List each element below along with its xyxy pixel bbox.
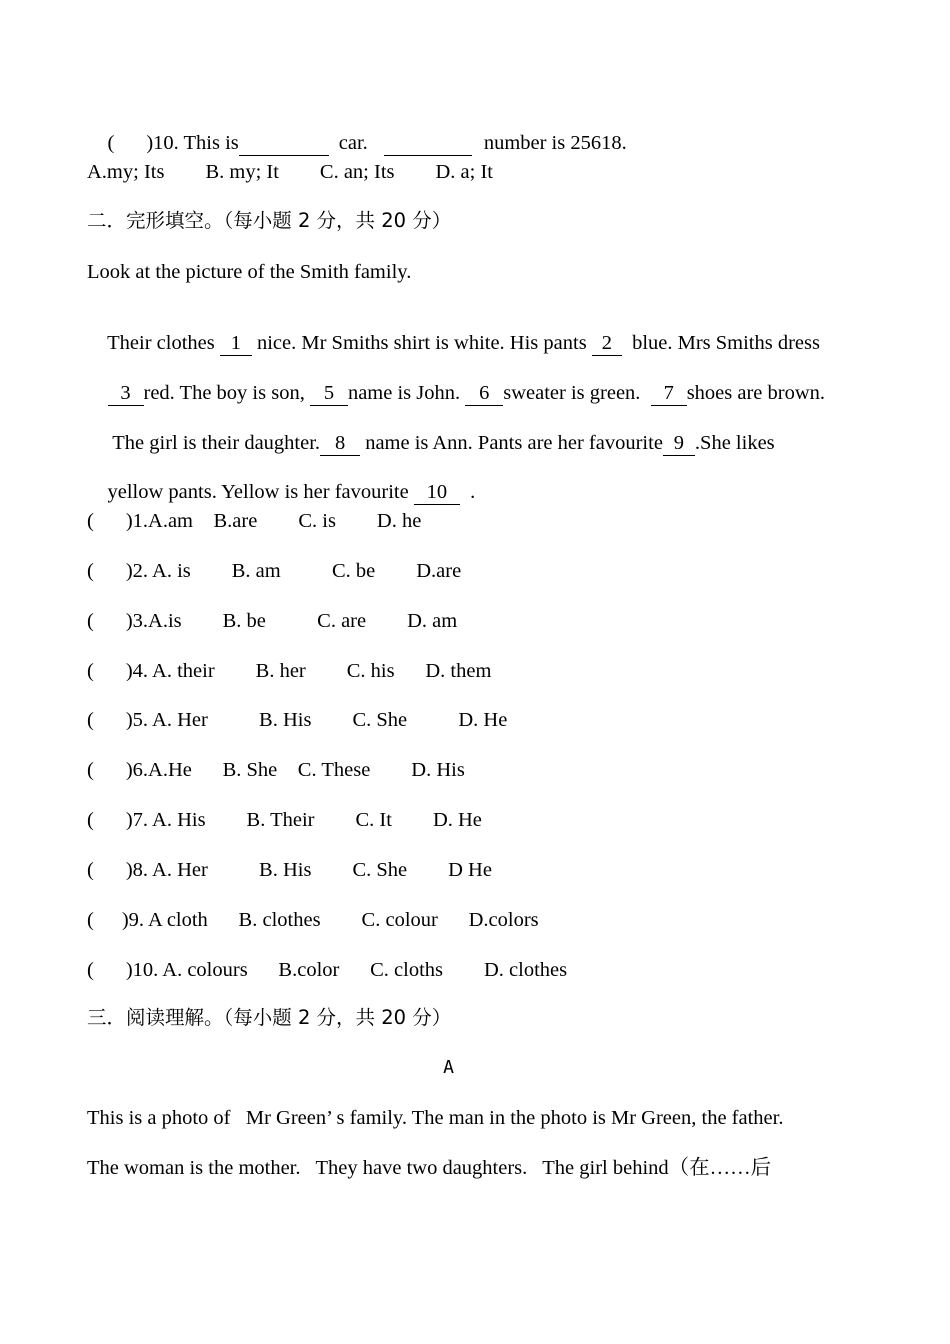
cloze-question-4: ( )4. A. their B. her C. his D. them	[87, 660, 492, 682]
reading-part-label: A	[443, 1057, 454, 1078]
question-10-options: A.my; Its B. my; It C. an; Its D. a; It	[87, 161, 493, 183]
reading-paragraph-line-2: The woman is the mother. They have two daughters. The girl behind（在……后	[87, 1157, 772, 1179]
section-2-heading: 二．完形填空。（每小题 2 分，共 20 分）	[87, 209, 452, 232]
section-3-heading: 三．阅读理解。（每小题 2 分，共 20 分）	[87, 1006, 452, 1029]
cloze-line-4: yellow pants. Yellow is her favourite 10 .	[87, 461, 475, 526]
cloze-line-2: 3 red. The boy is son, 5 name is John. 6 sweater is green. 7 shoes are brown.	[87, 362, 825, 427]
blank-1	[239, 133, 329, 157]
cloze-blank-3: 3	[108, 383, 144, 407]
cloze-question-5: ( )5. A. Her B. His C. She D. He	[87, 709, 508, 731]
cloze-intro: Look at the picture of the Smith family.	[87, 261, 412, 283]
cloze-blank-7: 7	[651, 383, 687, 407]
cloze-blank-6: 6	[465, 383, 503, 407]
reading-paragraph-line-1: This is a photo of Mr Green’ s family. The man in the photo is Mr Green, the father.	[87, 1107, 784, 1129]
cloze-question-3: ( )3.A.is B. be C. are D. am	[87, 610, 458, 632]
cloze-question-8: ( )8. A. Her B. His C. She D He	[87, 859, 492, 881]
cloze-line-3: The girl is their daughter. 8 name is Ann. Pants are her favourite 9 .She likes	[87, 412, 775, 477]
cloze-question-10: ( )10. A. colours B.color C. cloths D. clothes	[87, 959, 568, 981]
cloze-blank-1: 1	[220, 333, 252, 357]
question-10-line: ( )10. This is car. number is 25618.	[87, 112, 627, 177]
cloze-blank-9: 9	[663, 433, 695, 457]
blank-2	[384, 133, 472, 157]
cloze-question-2: ( )2. A. is B. am C. be D.are	[87, 560, 462, 582]
cloze-question-6: ( )6.A.He B. She C. These D. His	[87, 759, 465, 781]
answer-paren: (	[107, 131, 115, 154]
cloze-blank-10: 10	[414, 482, 460, 506]
cloze-blank-8: 8	[320, 433, 360, 457]
cloze-question-7: ( )7. A. His B. Their C. It D. He	[87, 809, 482, 831]
cloze-line-1: Their clothes 1 nice. Mr Smiths shirt is white. His pants 2 blue. Mrs Smiths dress	[87, 312, 820, 377]
cloze-blank-5: 5	[310, 383, 348, 407]
cloze-blank-2: 2	[592, 333, 622, 357]
cloze-question-9: ( )9. A cloth B. clothes C. colour D.colors	[87, 909, 539, 931]
cloze-question-1: ( )1.A.am B.are C. is D. he	[87, 510, 422, 532]
